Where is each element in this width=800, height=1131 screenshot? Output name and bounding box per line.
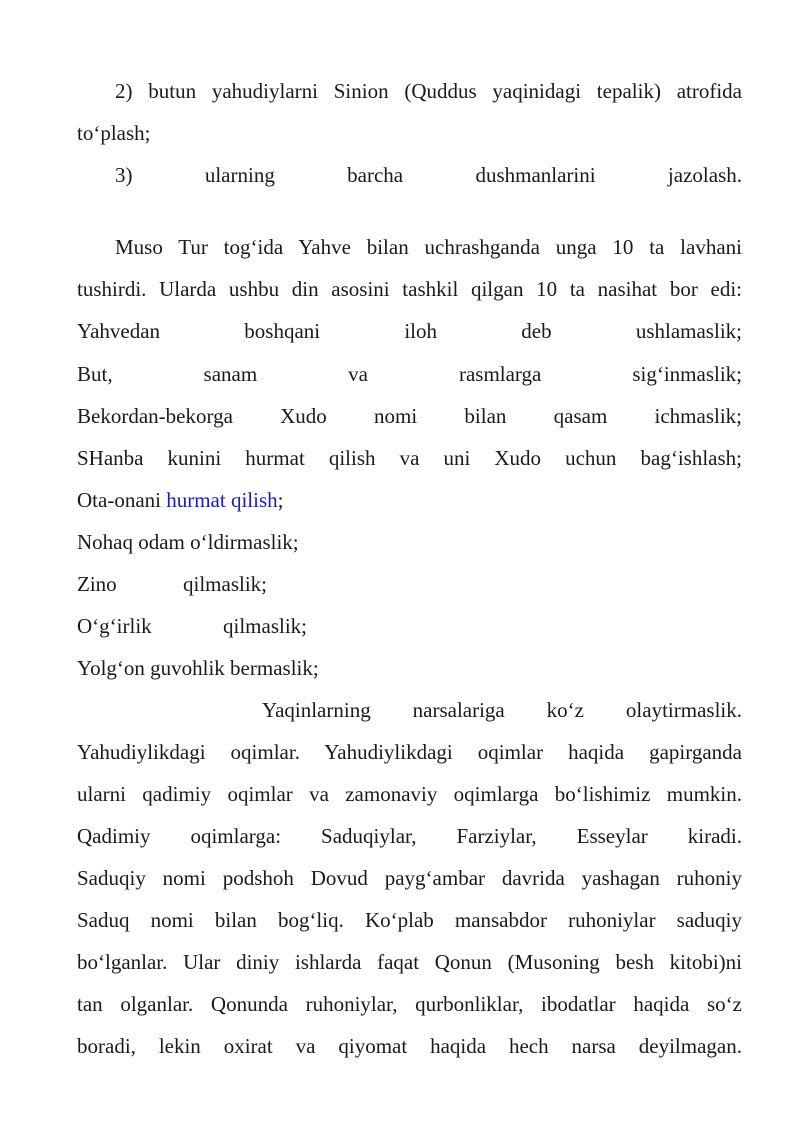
text-line: Saduqiy nomi podshoh Dovud payg‘ambar davrida yashagan ruhoniy — [77, 866, 742, 890]
commandment-1: Yahvedan boshqani iloh deb ushlamaslik; — [77, 319, 742, 343]
hurmat-qilish-link[interactable]: hurmat qilish — [166, 488, 278, 512]
commandment-5-suffix: ; — [277, 488, 284, 512]
text-line: ularni qadimiy oqimlar va zamonaviy oqimlarga bo‘lishimiz mumkin. — [77, 782, 742, 806]
text-line: tushirdi. Ularda ushbu din asosini tashkil qilgan 10 ta nasihat bor edi: — [77, 277, 742, 301]
commandment-3: Bekordan-bekorga Xudo nomi bilan qasam ichmaslik; — [77, 404, 742, 428]
text-line: tan olganlar. Qonunda ruhoniylar, qurbonliklar, ibodatlar haqida so‘z — [77, 992, 742, 1016]
text-line: bo‘lganlar. Ular diniy ishlarda faqat Qonun (Musoning besh kitobi)ni — [77, 950, 742, 974]
commandment-5-prefix: Ota-onani — [77, 488, 167, 512]
commandment-7: Zino qilmaslik; — [77, 572, 267, 596]
text-line: to‘plash; — [77, 121, 151, 145]
text-line: Qadimiy oqimlarga: Saduqiylar, Farziylar, Esseylar kiradi. — [77, 824, 742, 848]
commandment-2: But, sanam va rasmlarga sig‘inmaslik; — [77, 362, 742, 386]
text-line: boradi, lekin oxirat va qiyomat haqida hech narsa deyilmagan. — [77, 1034, 742, 1058]
text-line: Yahudiylikdagi oqimlar. Yahudiylikdagi oqimlar haqida gapirganda — [77, 740, 742, 764]
commandment-9: Yolg‘on guvohlik bermaslik; — [77, 656, 319, 680]
text-line: Muso Tur tog‘ida Yahve bilan uchrashganda unga 10 ta lavhani — [115, 235, 742, 259]
text-line: 3) ularning barcha dushmanlarini jazolash. — [115, 163, 742, 187]
commandment-6: Nohaq odam o‘ldirmaslik; — [77, 530, 299, 554]
commandment-4: SHanba kunini hurmat qilish va uni Xudo uchun bag‘ishlash; — [77, 446, 742, 470]
text-line: 2) butun yahudiylarni Sinion (Quddus yaqinidagi tepalik) atrofida — [115, 79, 742, 103]
commandment-5 — [77, 485, 742, 515]
commandment-8: O‘g‘irlik qilmaslik; — [77, 614, 307, 638]
commandment-10: Yaqinlarning narsalariga ko‘z olaytirmaslik. — [262, 698, 742, 722]
text-line: Saduq nomi bilan bog‘liq. Ko‘plab mansabdor ruhoniylar saduqiy — [77, 908, 742, 932]
